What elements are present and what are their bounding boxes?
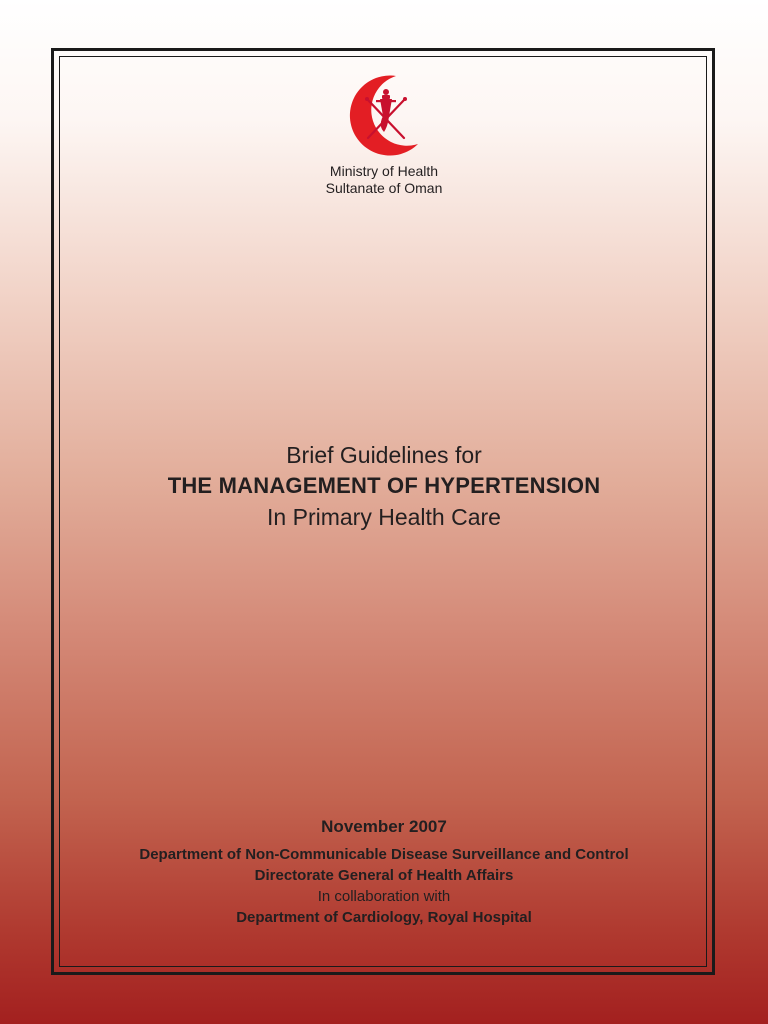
title-main: THE MANAGEMENT OF HYPERTENSION <box>167 473 601 498</box>
document-title <box>0 440 768 532</box>
publication-info <box>0 816 768 928</box>
ministry-heading <box>0 163 768 197</box>
directorate-name: Directorate General of Health Affairs <box>254 867 514 884</box>
ministry-emblem-icon <box>338 70 428 160</box>
publication-date: November 2007 <box>321 817 447 836</box>
partner-department: Department of Cardiology, Royal Hospital <box>236 909 532 926</box>
ministry-name: Ministry of Health <box>329 163 439 179</box>
collaboration-label: In collaboration with <box>317 888 451 905</box>
department-name: Department of Non-Communicable Disease Surveillance and Control <box>139 846 629 863</box>
title-prefix: Brief Guidelines for <box>286 442 482 468</box>
country-name: Sultanate of Oman <box>325 180 443 196</box>
title-suffix: In Primary Health Care <box>267 504 501 530</box>
